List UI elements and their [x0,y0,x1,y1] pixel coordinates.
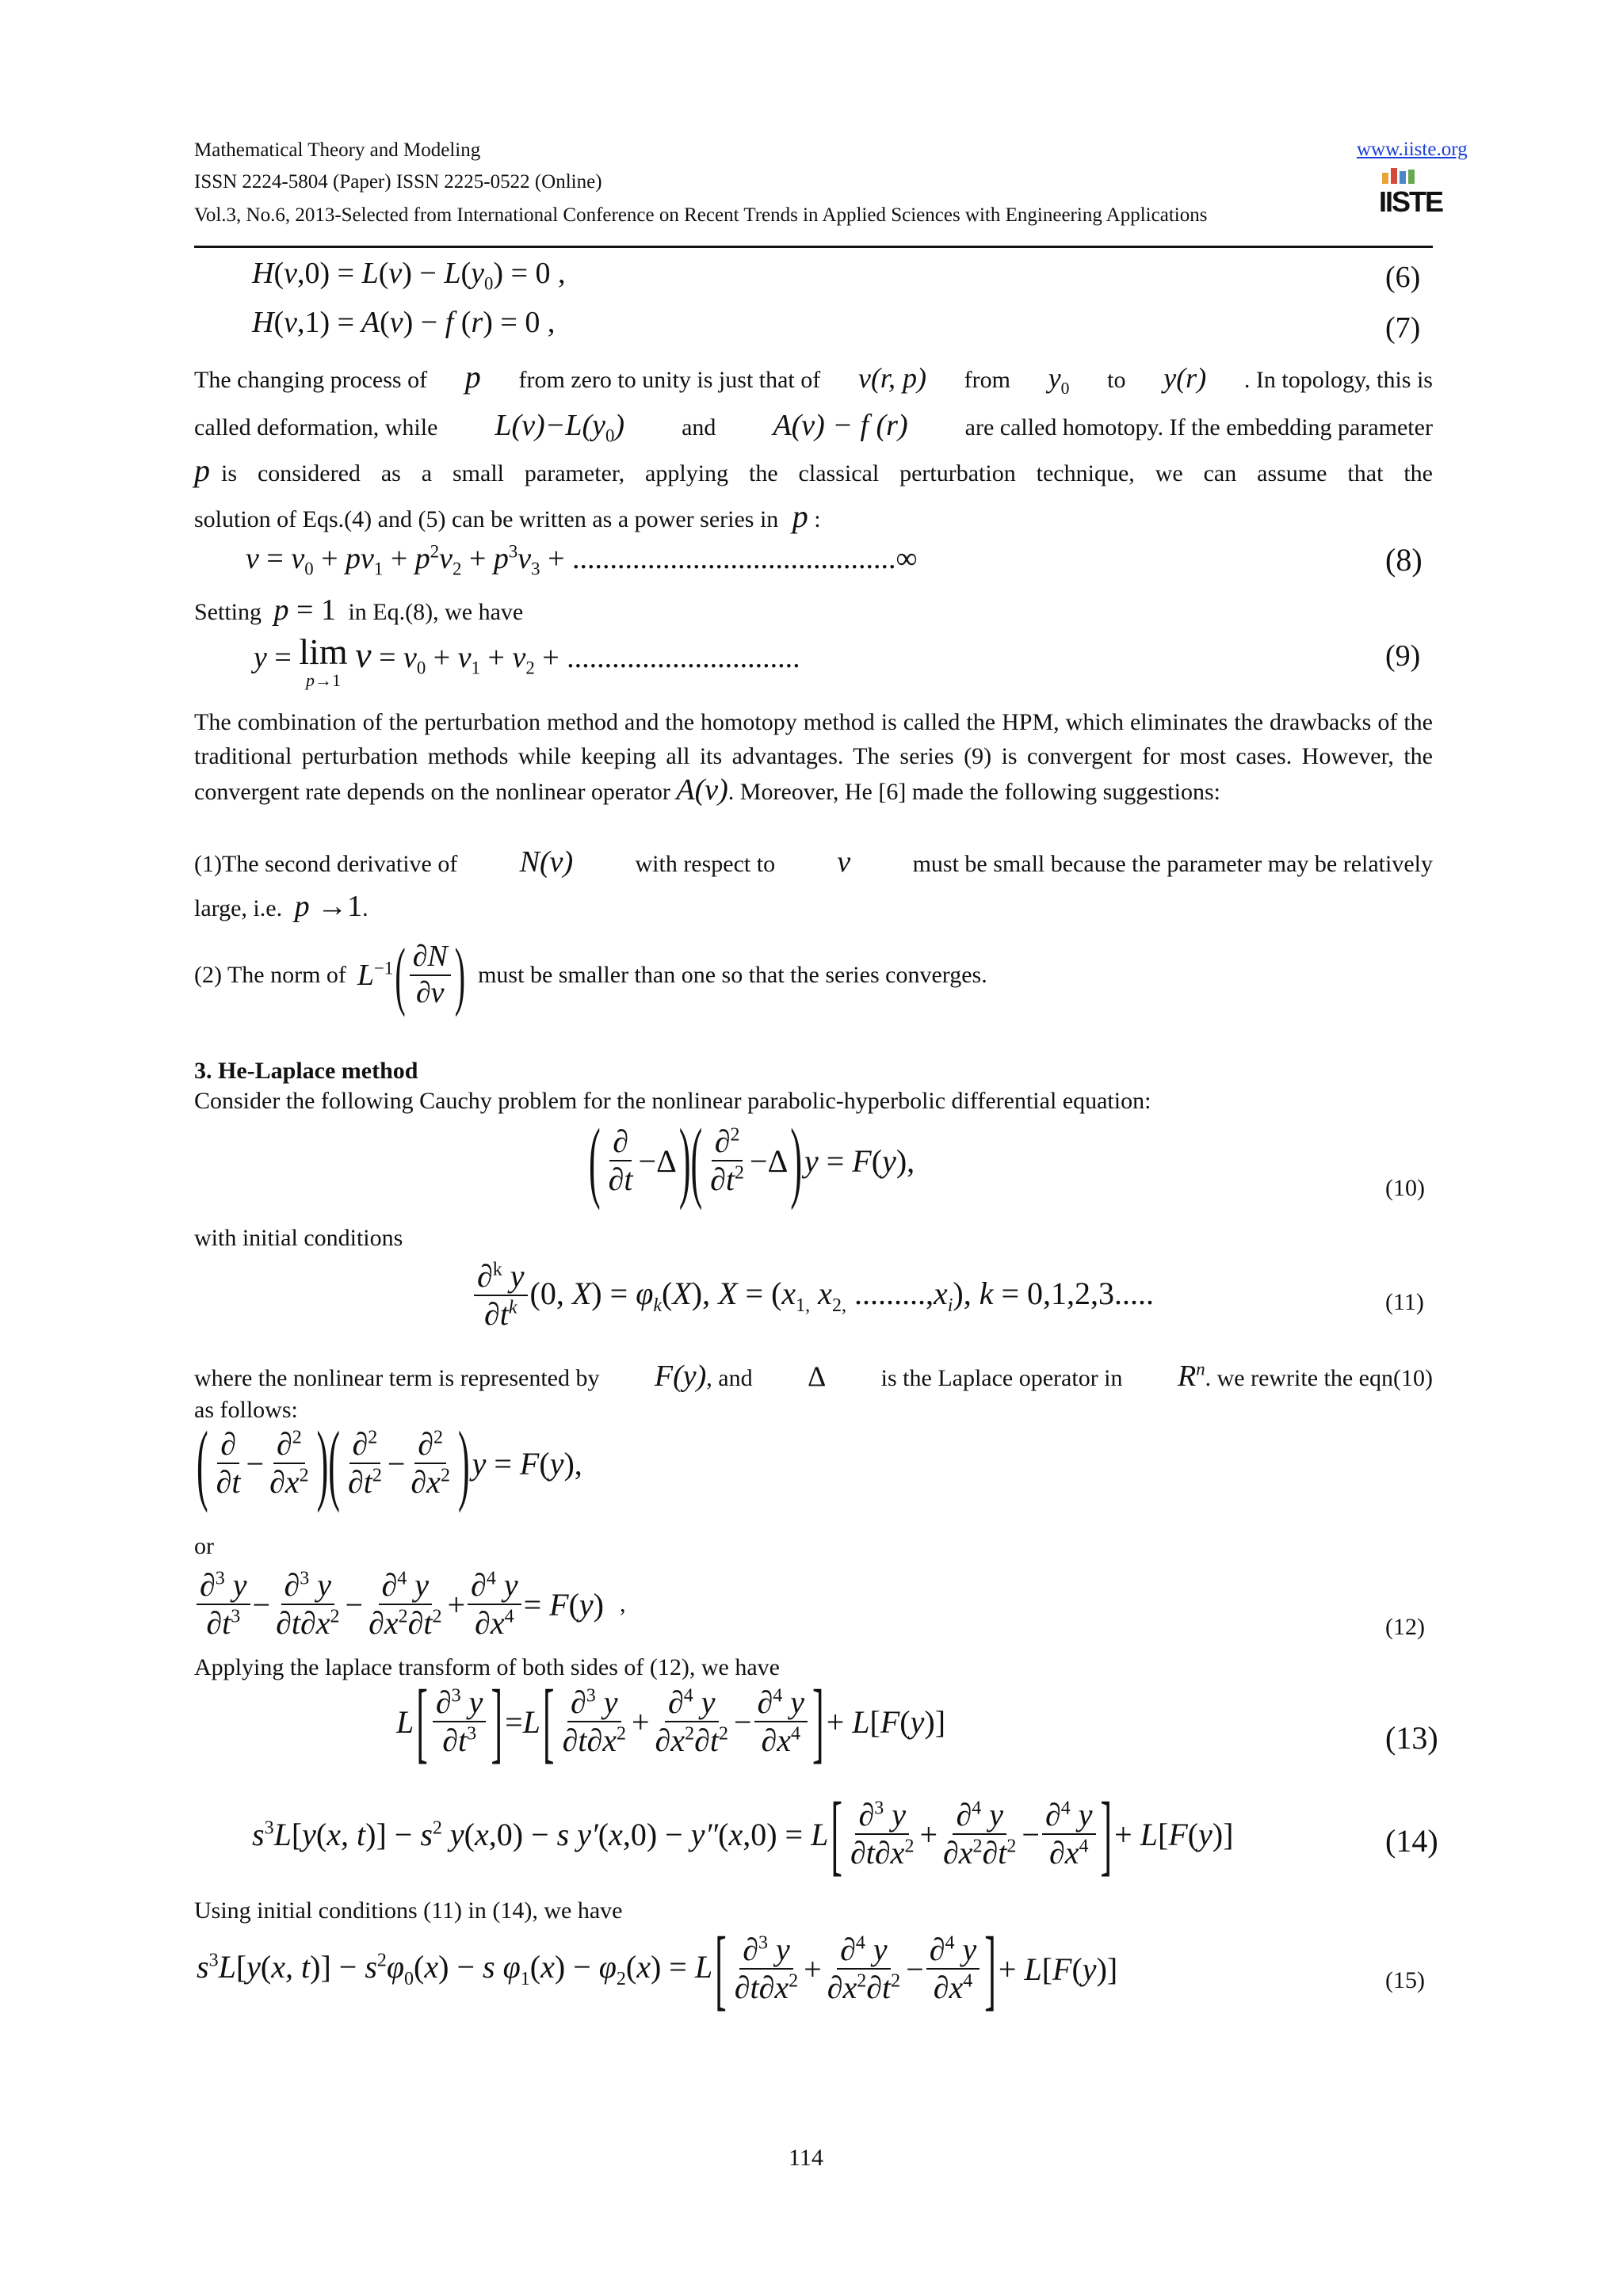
fraction-d4y-dx4: $\frac{\partial^4 y}{\partial x^4}$ [1042,1798,1096,1870]
text-fragment: are called homotopy. If the embedding parameter [964,414,1433,441]
equation-10-label: (10) [1385,1175,1425,1201]
fraction-d4y-dx2dt2: $\frac{\partial^4 y}{\partial x^2\partial t^2}$ [369,1567,442,1641]
equation-14-label: (14) [1385,1823,1438,1859]
text-fragment: The combination of the perturbation method and the homotopy method is called the HPM, which eliminates the drawbacks of the traditional perturbation methods while keeping all its advantages. The series (9) is convergent for most cases. However, the convergent rate depends on the nonlinear operator [194,709,1433,805]
paragraph-applying-laplace: Applying the laplace transform of both sides of (12), we have [194,1654,780,1680]
symbol-L-inverse: $L^{-1}$ [357,958,394,992]
fraction-d3y-dtdx2: $\frac{\partial^3 y}{\partial t\partial x^2}$ [276,1567,340,1641]
symbol-p-equals-1: p = 1 [273,593,336,627]
text-fragment: , and [706,1365,753,1391]
symbol-v-r-p: v(r, p) [857,362,926,394]
paragraph-called-deformation [194,408,1433,447]
paragraph-hpm-combination [194,705,1433,809]
fraction-d-dt: ∂ ∂t [216,1426,241,1500]
equation-12-label: (12) [1385,1614,1425,1640]
fraction-d3y-dtdx2: ∂$^3$ y $\partial t\partial x^2$ [562,1684,626,1758]
text-fragment: solution of Eqs.(4) and (5) can be written as a power series in [194,506,779,532]
fraction-d2-dt2: ∂$^2$ $\partial t^2$ [710,1123,745,1197]
section-3-title: 3. He-Laplace method [194,1058,418,1084]
issn-line: ISSN 2224-5804 (Paper) ISSN 2225-0522 (Online) [194,171,602,193]
logo-color-bars [1382,168,1426,184]
text-fragment: is the Laplace operator in [880,1365,1123,1391]
fraction-d4y-dx2dt2: $\frac{\partial^4 y}{\partial x^2\partial t^2}$ [943,1797,1017,1871]
equation-9-label: (9) [1385,639,1421,673]
fraction-d3y-dt3: ∂$^3$ y $\partial t^3$ [433,1686,487,1757]
text-fragment: to [1107,367,1126,393]
symbol-y-r: y(r) [1163,362,1207,394]
equation-11-label: (11) [1385,1289,1424,1315]
website-link[interactable]: www.iiste.org [1357,139,1468,160]
symbol-R-n: $R^n$ [1177,1359,1205,1393]
paragraph-nonlinear-term [194,1359,1433,1394]
symbol-p: p [194,452,210,488]
suggestion-1-continued: large, i.e. p →1. [194,890,369,923]
paragraph-solution: solution of Eqs.(4) and (5) can be written as a power series in p : [194,498,821,534]
symbol-p: p [792,498,808,534]
equation-15-label: (15) [1385,1967,1425,1993]
equation-12: ∂$^3$ y $\partial t^3$ − $\frac{\partial^3 y}{\partial t\partial x^2}$ − $\frac{\partial^4 y}{\partial x^2\partial t^2}$ + $\frac{\partial^4 y}{\partial x^4}$ = F(y) , [194,1569,626,1640]
equation-7-label: (7) [1385,311,1421,345]
symbol-A-v: A(v) [676,773,728,807]
symbol-delta: Δ [808,1360,827,1392]
equation-8-label: (8) [1385,542,1423,578]
equation-8: $v = v_0 + pv_1 + p^2v_2 + p^3v_3$ + ...........................................∞ [246,541,918,579]
logo-mark: IISTE [1379,185,1443,218]
suggestion-2: (2) The norm of $L^{-1}$ ( ∂N ∂v ) must be smaller than one so that the series converges. [194,932,987,1018]
paragraph-initial-conditions: with initial conditions [194,1225,403,1251]
symbol-y0: $y_0$ [1048,362,1070,399]
fraction-d4y-dx2dt2: $\frac{\partial^4 y}{\partial x^2\partial t^2}$ [655,1684,728,1758]
equation-13-label: (13) [1385,1720,1438,1756]
equation-15: $s^3L[y(x$, $t)] - s^2\varphi_0(x) - s$ $\varphi_1(x) - \varphi_2(x) = L$ [ ∂$^3$ y $\partial t\partial x^2$ + $\frac{\partial^4 y}{\partial x^2\partial t^2}$ − $\frac{\partial^4 y}{\partial x^4}$ ] + L[F(y)] [197,1918,1118,2019]
equation-6-label: (6) [1385,261,1421,294]
suggestion-1 [194,845,1433,879]
fraction-d3y-dt3: ∂$^3$ y $\partial t^3$ [197,1569,250,1640]
equation-9: y = lim p→1 $v = v_0 + v_1 + v_2$ + ............................... [254,631,800,690]
volume-line: Vol.3, No.6, 2013-Selected from International Conference on Recent Trends in Applied Sciences with Engineering Applications [194,204,1208,226]
paragraph-changing-process [194,358,1433,399]
paragraph-small-parameter [194,452,1433,489]
fraction-d3y-dtdx2: ∂$^3$ y $\partial t\partial x^2$ [734,1932,799,2005]
fraction-d2-dx2: $\frac{\partial^2}{\partial x^2}$ [411,1426,450,1500]
page-number: 114 [789,2145,823,2171]
equation-14: $s^3L[y(x$, $t)] - s^2$ y(x,0) − s y′(x,0) − y″(x,0) = L [ ∂$^3$ y $\partial t\partial x^2$ + $\frac{\partial^4 y}{\partial x^2\partial t^2}$ − $\frac{\partial^4 y}{\partial x^4}$ ] + L[F(y)] [252,1783,1234,1885]
text-fragment: Setting [194,599,262,625]
text-fragment: must be small because the parameter may be relatively [912,851,1433,877]
symbol-v: v [837,845,851,879]
text-fragment: where the nonlinear term is represented by [194,1365,600,1391]
fraction-d3y-dtdx2: ∂$^3$ y $\partial t\partial x^2$ [850,1797,915,1871]
symbol-p-to-1: p →1 [294,890,363,923]
fraction-d4y-dx4: $\frac{\partial^4 y}{\partial x^4}$ [926,1933,980,2004]
text-fragment: . In topology, this is [1243,367,1433,393]
fraction-d4y-dx4: $\frac{\partial^4 y}{\partial x^4}$ [468,1569,521,1640]
fraction-d2-dt2: ∂$^2$ $\partial t^2$ [347,1426,382,1500]
paragraph-setting [194,593,523,627]
fraction-d2-dx2: $\frac{\partial^2}{\partial x^2}$ [269,1426,309,1500]
paragraph-or: or [194,1533,214,1559]
text-fragment: must be smaller than one so that the series converges. [478,961,987,988]
text-fragment: (1)The second derivative of [194,851,458,877]
equation-7: H(v,1) = A(v) − f (r) = 0 , [252,306,556,339]
paragraph-cauchy: Consider the following Cauchy problem for the nonlinear parabolic-hyperbolic differential equation: [194,1088,1151,1114]
symbol-p: p [464,359,481,395]
text-fragment: with respect to [635,851,776,877]
text-fragment: large, i.e. [194,895,283,921]
fraction-d4y-dx2dt2: $\frac{\partial^4 y}{\partial x^2\partial t^2}$ [827,1932,901,2005]
text-fragment: called deformation, while [194,414,438,441]
fraction-d4y-dx4: $\frac{\partial^4 y}{\partial x^4}$ [754,1686,808,1757]
text-fragment: . we rewrite the eqn(10) [1205,1365,1433,1391]
text-fragment: The changing process of [194,367,428,393]
journal-title: Mathematical Theory and Modeling [194,139,481,161]
text-fragment: from [964,367,1010,393]
equation-11: ∂$^k$ y $\partial t^k$ (0, $X) = \varphi_k(X)$, $X = (x_{1,}$ $x_{2,}$ $.........,x_i$), k = 0,1,2,3..... [472,1260,1154,1331]
text-fragment: . Moreover, He [6] made the following suggestions: [727,779,1220,805]
symbol-A-v-minus-f-r: A(v) − f (r) [773,409,908,442]
equation-rewritten-10: ( ∂ ∂t − $\frac{\partial^2}{\partial x^2}$ )( ∂$^2$ $\partial t^2$ − $\frac{\partial^2}{\partial x^2}$ ) y = F(y), [197,1413,582,1514]
header-rule [194,246,1433,248]
equation-10: ( ∂ ∂t −Δ )( ∂$^2$ $\partial t^2$ −Δ ) y = F(y), [589,1110,915,1211]
paragraph-as-follows: as follows: [194,1397,298,1423]
symbol-F-y: F(y) [654,1360,707,1393]
symbol-N-v: N(v) [519,845,574,879]
fraction-d-dt: ∂ ∂t [608,1123,633,1197]
equation-6: $H(v,0) = L(v) - L(y_0) = 0$ , [252,257,566,294]
text-fragment: from zero to unity is just that of [518,367,821,393]
text-fragment: is considered as a small parameter, applying the classical perturbation technique, we can assume that the [221,460,1433,486]
paragraph-using-initial-conditions: Using initial conditions (11) in (14), we have [194,1897,623,1924]
text-fragment: in Eq.(8), we have [348,599,524,625]
fraction-dN-dv: ∂N ∂v [410,941,451,1009]
equation-13: L [ ∂$^3$ y $\partial t^3$ ] = L [ ∂$^3$ y $\partial t\partial x^2$ + $\frac{\partial^4 y}{\partial x^2\partial t^2}$ − $\frac{\partial^4 y}{\partial x^4}$ ] + L[F(y)] [396,1671,946,1772]
iiste-logo [1379,168,1443,225]
text-fragment: and [682,414,716,441]
text-fragment: (2) The norm of [194,961,346,988]
fraction-dk-y-dtk: ∂$^k$ y $\partial t^k$ [474,1260,528,1331]
symbol-L-v-minus-L-y0: $L(v)-L(y_0)$ [495,409,625,446]
